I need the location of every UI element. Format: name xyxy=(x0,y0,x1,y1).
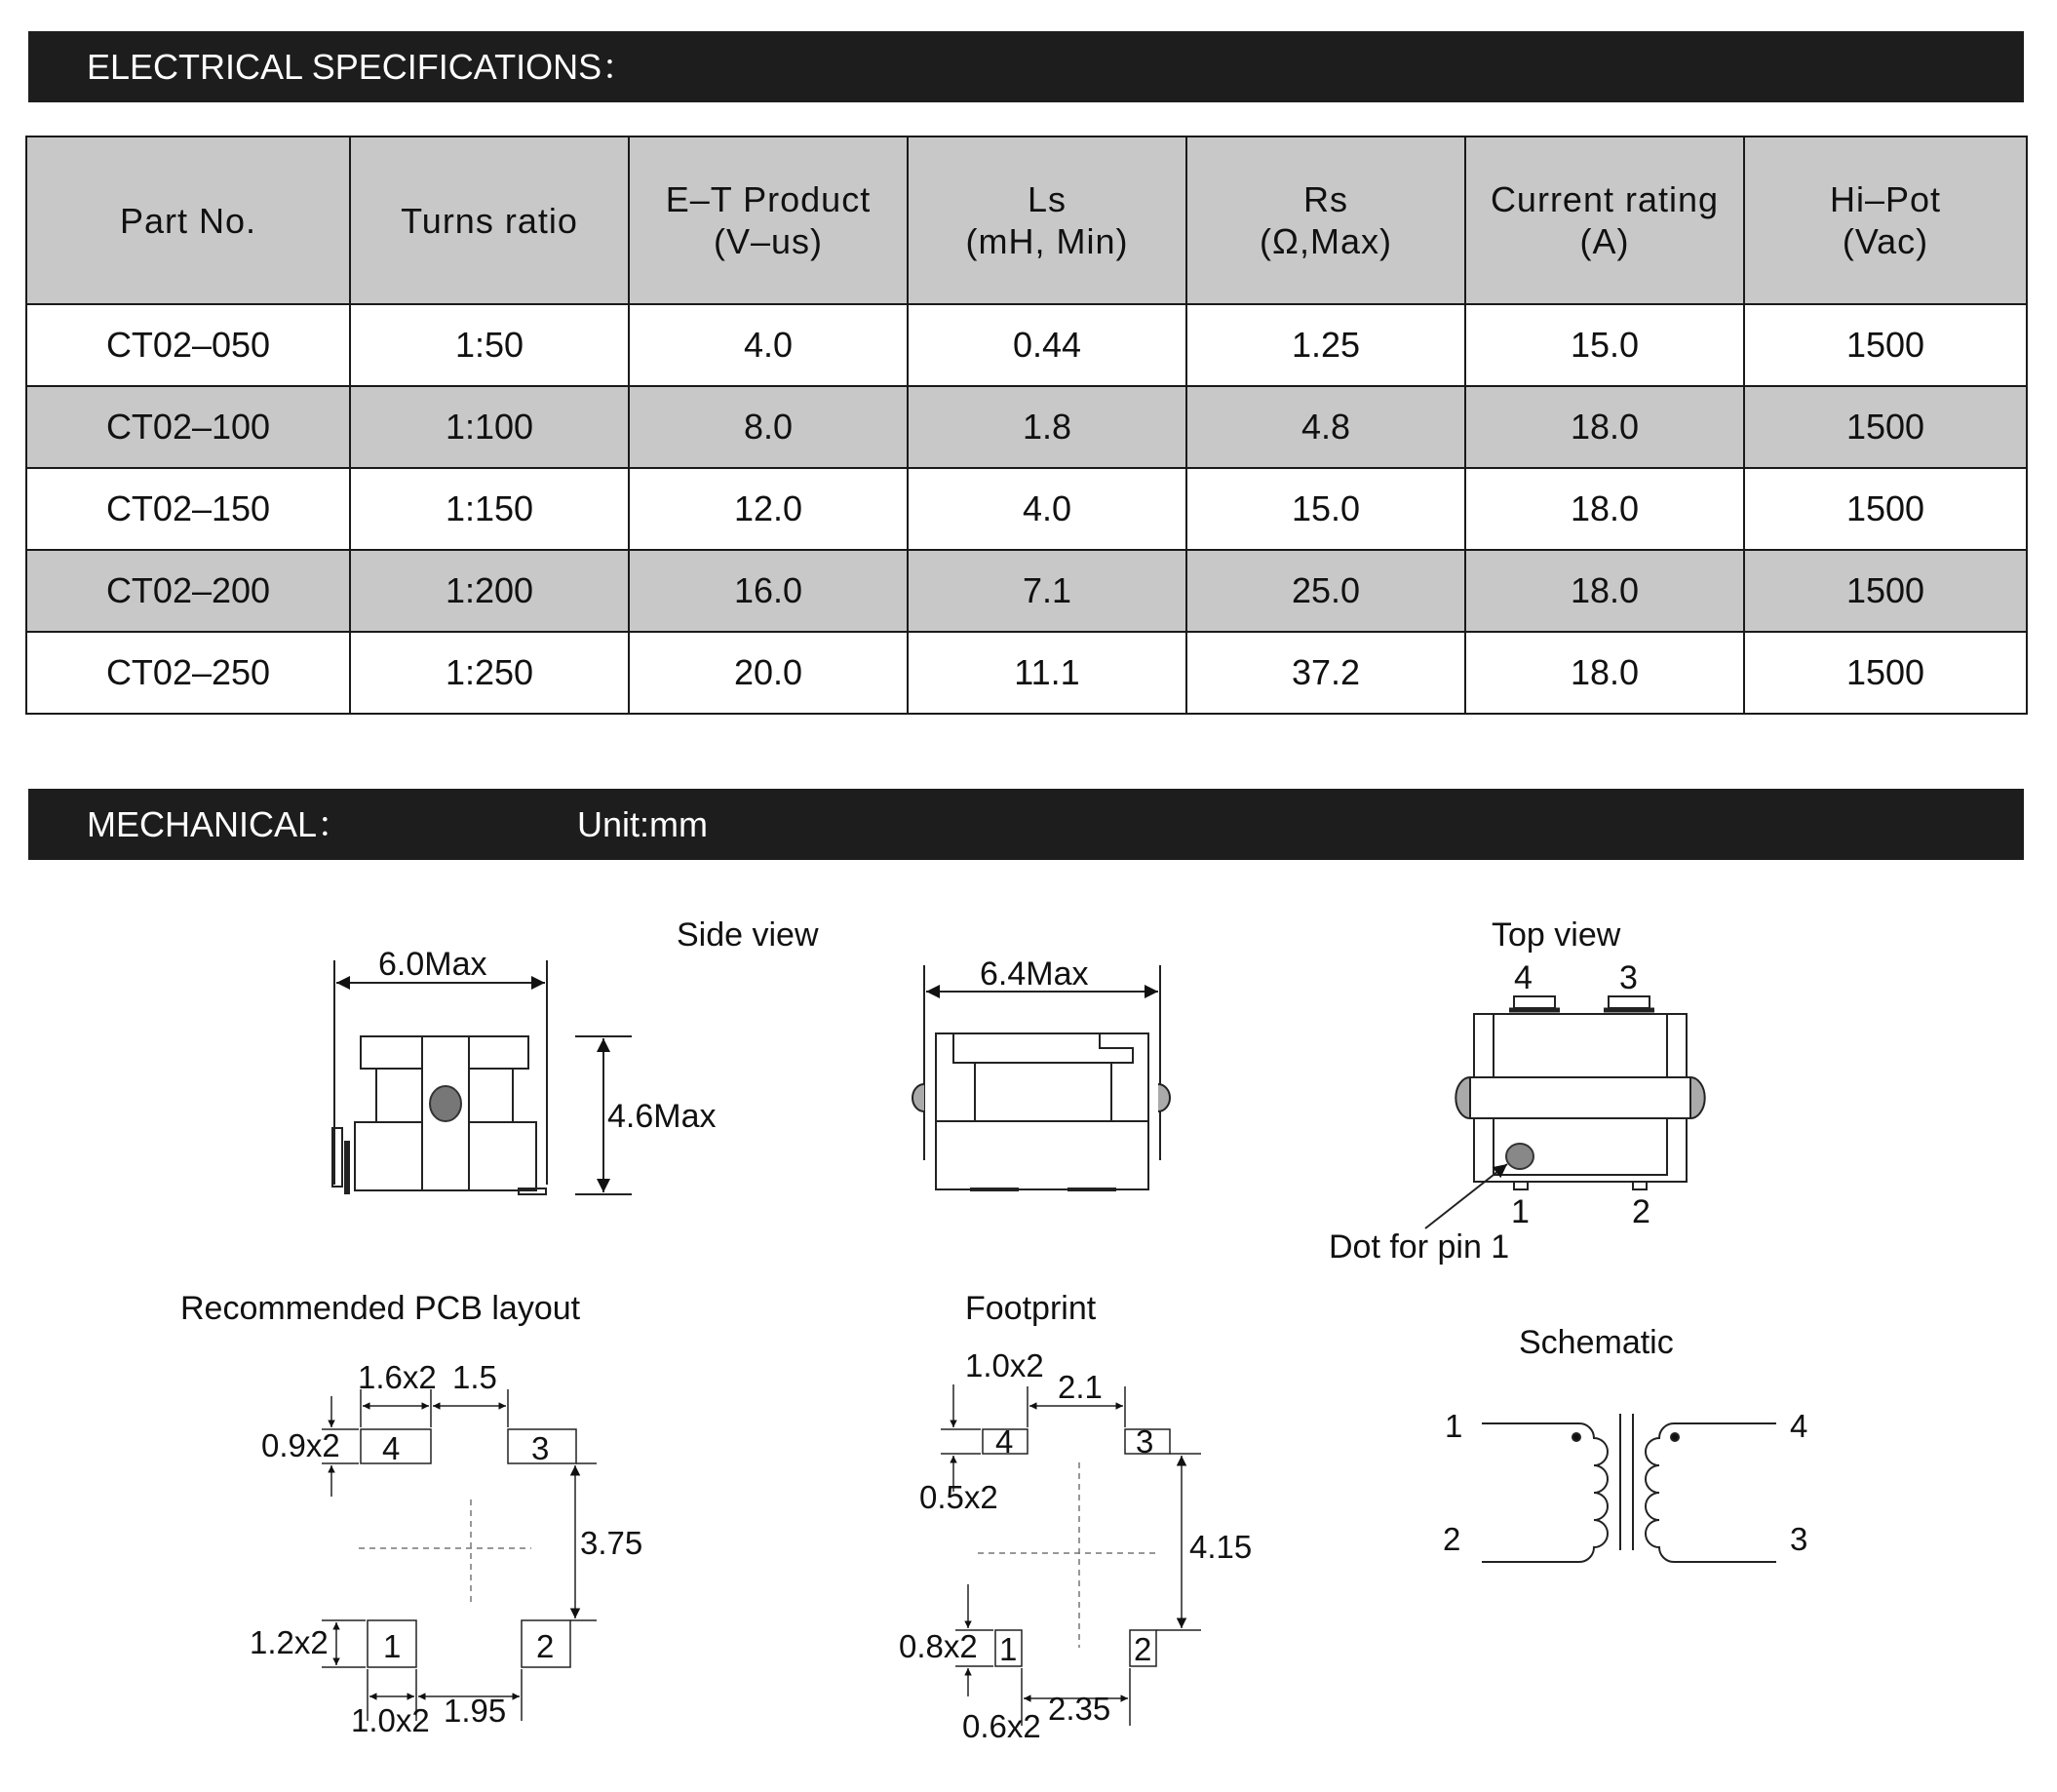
cell-turns-ratio: 1:200 xyxy=(350,550,629,632)
pcb-layout-drawing xyxy=(322,1389,597,1721)
electrical-section-title: ELECTRICAL SPECIFICATIONS： xyxy=(87,47,638,87)
fp-dim-vertical: 4.15 xyxy=(1189,1529,1253,1565)
header-line: Hi–Pot xyxy=(1829,179,1942,219)
pcb-dim-pad-h-bottom: 1.2x2 xyxy=(250,1624,329,1660)
cell-hipot: 1500 xyxy=(1744,468,2027,550)
fp-dim-pad-h-top: 0.5x2 xyxy=(919,1479,998,1515)
cell-part-no: CT02–200 xyxy=(26,550,350,632)
side-view-front-drawing xyxy=(332,960,632,1194)
top-pin-4: 4 xyxy=(1514,959,1533,996)
header-line: Rs xyxy=(1303,179,1348,219)
fp-dim-gap-bottom: 2.35 xyxy=(1048,1691,1111,1727)
cell-turns-ratio: 1:150 xyxy=(350,468,629,550)
fp-pad-3: 3 xyxy=(1136,1423,1154,1460)
cell-ls: 11.1 xyxy=(908,632,1186,714)
header-line: E–T Product xyxy=(665,179,872,219)
cell-hipot: 1500 xyxy=(1744,386,2027,468)
cell-current: 15.0 xyxy=(1465,304,1744,386)
dot-for-pin1-label: Dot for pin 1 xyxy=(1329,1228,1510,1266)
side-view-label: Side view xyxy=(677,916,819,954)
cell-hipot: 1500 xyxy=(1744,304,2027,386)
side-view-profile-drawing xyxy=(912,965,1170,1189)
cell-rs: 15.0 xyxy=(1186,468,1465,550)
pcb-dim-gap-top: 1.5 xyxy=(452,1359,497,1395)
cell-rs: 37.2 xyxy=(1186,632,1465,714)
cell-hipot: 1500 xyxy=(1744,632,2027,714)
cell-ls: 7.1 xyxy=(908,550,1186,632)
cell-et-product: 12.0 xyxy=(629,468,908,550)
fp-dim-gap-top: 2.1 xyxy=(1058,1369,1103,1405)
footprint-drawing xyxy=(941,1384,1201,1726)
header-line: Current rating xyxy=(1490,179,1720,219)
cell-turns-ratio: 1:100 xyxy=(350,386,629,468)
schematic-pin-2: 2 xyxy=(1443,1521,1461,1557)
schematic-label: Schematic xyxy=(1519,1324,1674,1361)
fp-pad-4: 4 xyxy=(995,1423,1014,1460)
cell-part-no: CT02–050 xyxy=(26,304,350,386)
header-unit: (Vac) xyxy=(1842,221,1929,261)
cell-et-product: 20.0 xyxy=(629,632,908,714)
top-view-drawing xyxy=(1425,996,1705,1228)
pcb-layout-label: Recommended PCB layout xyxy=(180,1290,581,1327)
fp-pad-1: 1 xyxy=(999,1631,1018,1667)
schematic-pin-4: 4 xyxy=(1790,1408,1808,1444)
cell-hipot: 1500 xyxy=(1744,550,2027,632)
top-pin-1: 1 xyxy=(1511,1193,1530,1230)
cell-current: 18.0 xyxy=(1465,468,1744,550)
header-line: Part No. xyxy=(119,200,257,241)
cell-et-product: 4.0 xyxy=(629,304,908,386)
pcb-dim-gap-bottom: 1.95 xyxy=(444,1693,507,1729)
cell-current: 18.0 xyxy=(1465,632,1744,714)
cell-turns-ratio: 1:50 xyxy=(350,304,629,386)
fp-dim-pad-w: 1.0x2 xyxy=(965,1347,1044,1383)
header-unit: (A) xyxy=(1579,221,1630,261)
fp-dim-pad-w-bottom: 0.6x2 xyxy=(962,1708,1041,1744)
cell-ls: 0.44 xyxy=(908,304,1186,386)
header-unit: (V–us) xyxy=(713,221,824,261)
pcb-dim-pad-w: 1.6x2 xyxy=(358,1359,437,1395)
cell-current: 18.0 xyxy=(1465,386,1744,468)
header-line: Ls xyxy=(1027,179,1067,219)
top-pin-2: 2 xyxy=(1632,1193,1650,1230)
cell-turns-ratio: 1:250 xyxy=(350,632,629,714)
pcb-pad-2: 2 xyxy=(536,1628,555,1664)
cell-ls: 1.8 xyxy=(908,386,1186,468)
schematic-transformer-symbol xyxy=(1482,1414,1776,1562)
pcb-pad-3: 3 xyxy=(531,1430,550,1466)
cell-et-product: 8.0 xyxy=(629,386,908,468)
pcb-pad-1: 1 xyxy=(383,1628,402,1664)
fp-pad-2: 2 xyxy=(1134,1631,1152,1667)
cell-et-product: 16.0 xyxy=(629,550,908,632)
footprint-label: Footprint xyxy=(965,1290,1097,1327)
top-pin-3: 3 xyxy=(1619,959,1638,996)
cell-rs: 4.8 xyxy=(1186,386,1465,468)
pcb-dim-pad-w-bottom: 1.0x2 xyxy=(351,1702,430,1738)
top-view-label: Top view xyxy=(1492,916,1621,954)
cell-current: 18.0 xyxy=(1465,550,1744,632)
header-line: Turns ratio xyxy=(401,200,578,241)
mechanical-section-title: MECHANICAL： xyxy=(87,804,353,844)
cell-rs: 25.0 xyxy=(1186,550,1465,632)
pcb-pad-4: 4 xyxy=(382,1430,401,1466)
pcb-dim-vertical: 3.75 xyxy=(580,1525,643,1561)
header-unit: (mH, Min) xyxy=(965,221,1129,261)
cell-part-no: CT02–100 xyxy=(26,386,350,468)
side-width-dim: 6.0Max xyxy=(378,946,487,983)
side-height-dim: 4.6Max xyxy=(607,1098,717,1135)
pcb-dim-pad-h-top: 0.9x2 xyxy=(261,1427,340,1463)
cell-ls: 4.0 xyxy=(908,468,1186,550)
cell-part-no: CT02–150 xyxy=(26,468,350,550)
cell-rs: 1.25 xyxy=(1186,304,1465,386)
cell-part-no: CT02–250 xyxy=(26,632,350,714)
side-width2-dim: 6.4Max xyxy=(980,955,1089,993)
header-unit: (Ω,Max) xyxy=(1260,221,1392,261)
unit-label: Unit:mm xyxy=(577,804,708,844)
schematic-pin-3: 3 xyxy=(1790,1521,1808,1557)
fp-dim-pad-h-bottom: 0.8x2 xyxy=(899,1628,978,1664)
schematic-pin-1: 1 xyxy=(1445,1408,1463,1444)
